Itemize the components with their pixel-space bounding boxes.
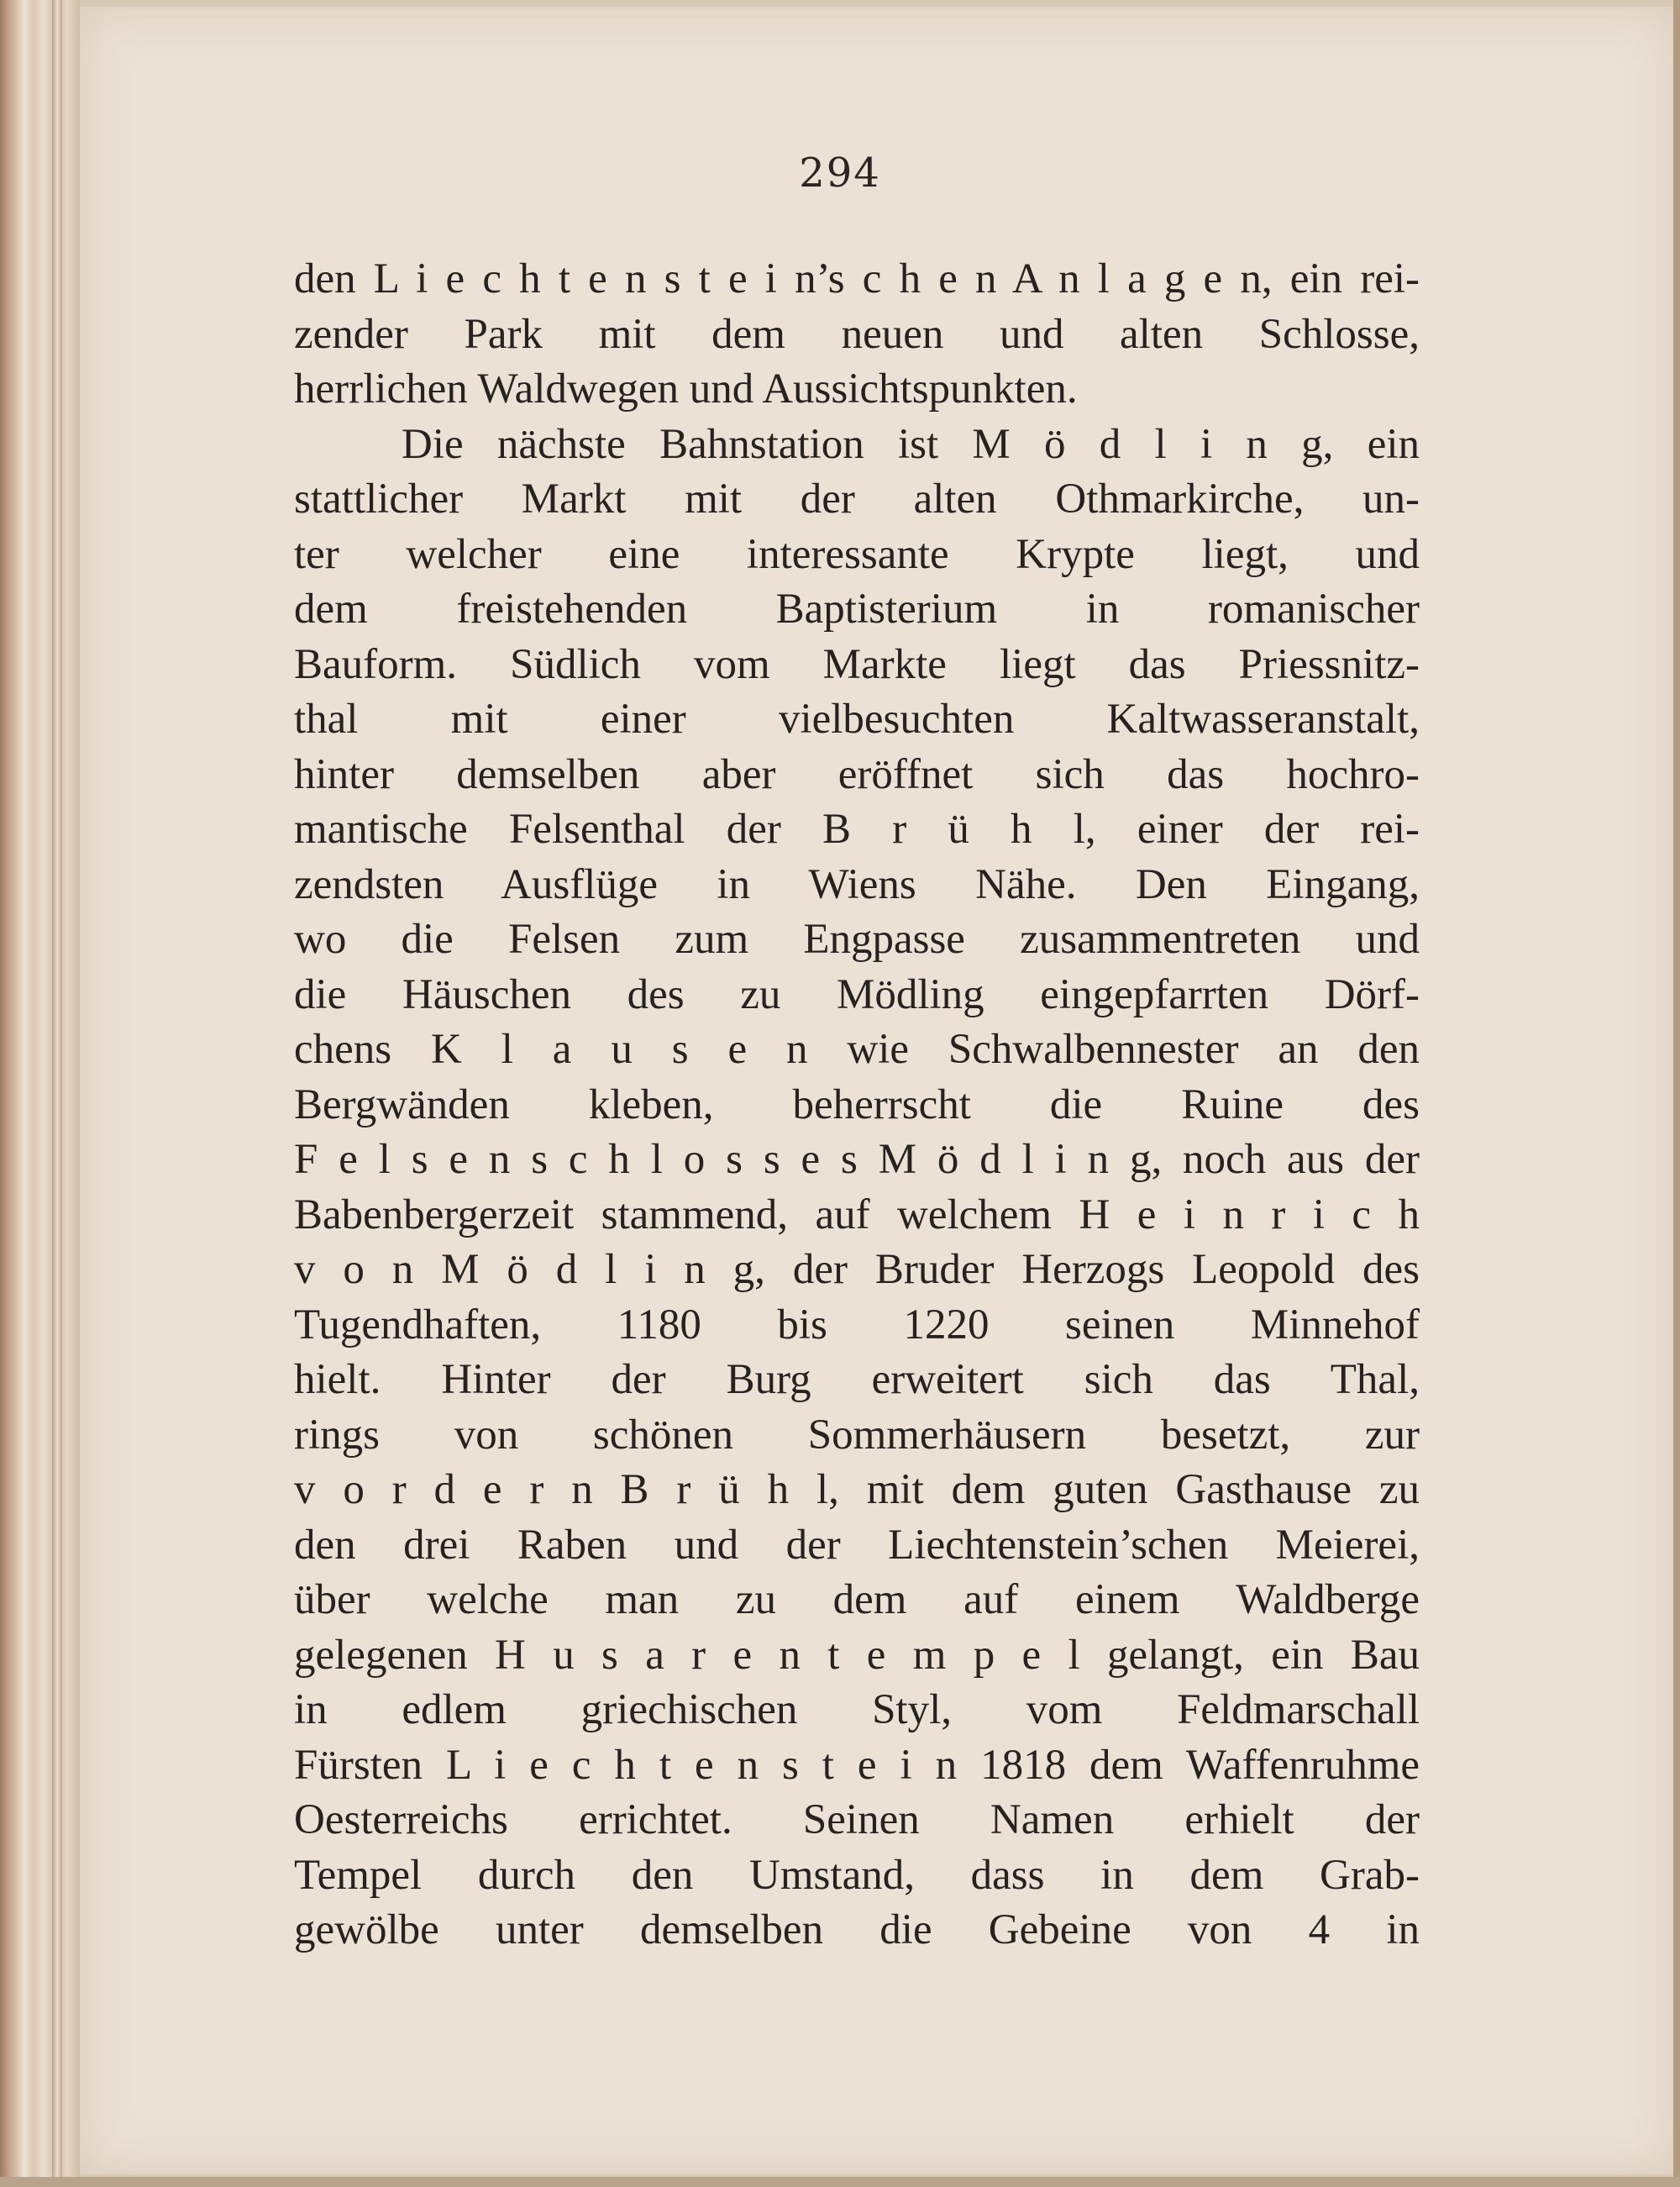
text-line: hinter demselben aber eröffnet sich das hochro- (294, 750, 1420, 798)
text-line: rings von schönen Sommerhäusern besetzt, zur (294, 1411, 1420, 1459)
text-line: über welche man zu dem auf einem Waldberge (294, 1576, 1420, 1623)
binding-edge (52, 0, 62, 2187)
text-line: die Häuschen des zu Mödling eingepfarrten Dörf- (294, 970, 1420, 1018)
text-line: in edlem griechischen Styl, vom Feldmarschall (294, 1686, 1420, 1733)
text-line: gelegenen H u s a r e n t e m p e l gelangt, ein Bau (294, 1631, 1420, 1679)
text-line: zendsten Ausflüge in Wiens Nähe. Den Eingang, (294, 860, 1420, 908)
text-line: Die nächste Bahnstation ist M ö d l i n g, ein (402, 420, 1420, 468)
text-line: Tugendhaften, 1180 bis 1220 seinen Minnehof (294, 1301, 1420, 1348)
text-line: wo die Felsen zum Engpasse zusammentreten und (294, 916, 1420, 963)
text-line: ter welcher eine interessante Krypte liegt, und (294, 530, 1420, 578)
text-line: chens K l a u s e n wie Schwalbennester an den (294, 1026, 1420, 1073)
text-line: Fürsten L i e c h t e n s t e i n 1818 dem Waffenruhme (294, 1741, 1420, 1789)
text-line: dem freistehenden Baptisterium in romanischer (294, 586, 1420, 633)
text-line: herrlichen Waldwegen und Aussichtspunkten. (294, 365, 1078, 413)
text-line: mantische Felsenthal der B r ü h l, einer der rei- (294, 806, 1420, 853)
text-line: hielt. Hinter der Burg erweitert sich das Thal, (294, 1356, 1420, 1403)
text-line: Oesterreichs errichtet. Seinen Namen erhielt der (294, 1796, 1420, 1843)
book-binding (0, 0, 80, 2187)
text-line: stattlicher Markt mit der alten Othmarkirche, un- (294, 476, 1420, 523)
page-right-edge (1673, 0, 1680, 2187)
text-line: v o r d e r n B r ü h l, mit dem guten Gasthause zu (294, 1466, 1420, 1513)
text-line: v o n M ö d l i n g, der Bruder Herzogs Leopold des (294, 1246, 1420, 1293)
text-line: thal mit einer vielbesuchten Kaltwasseranstalt, (294, 696, 1420, 743)
text-line: Bauform. Südlich vom Markte liegt das Priessnitz- (294, 640, 1420, 688)
text-line: zender Park mit dem neuen und alten Schlosse, (294, 310, 1420, 358)
page-bottom-edge (0, 2177, 1680, 2187)
text-line: Bergwänden kleben, beherrscht die Ruine des (294, 1080, 1420, 1128)
text-line: F e l s e n s c h l o s s e s M ö d l i n g, noch aus der (294, 1136, 1420, 1183)
body-text (294, 252, 1420, 1958)
text-line: den drei Raben und der Liechtenstein’schen Meierei, (294, 1521, 1420, 1569)
page-number: 294 (799, 150, 881, 197)
text-line: Babenbergerzeit stammend, auf welchem H e i n r i c h (294, 1191, 1420, 1238)
text-line: gewölbe unter demselben die Gebeine von 4 in (294, 1906, 1420, 1953)
text-line: den L i e c h t e n s t e i n’s c h e n A n l a g e n, ein rei- (294, 255, 1420, 302)
text-line: Tempel durch den Umstand, dass in dem Grab- (294, 1851, 1420, 1899)
